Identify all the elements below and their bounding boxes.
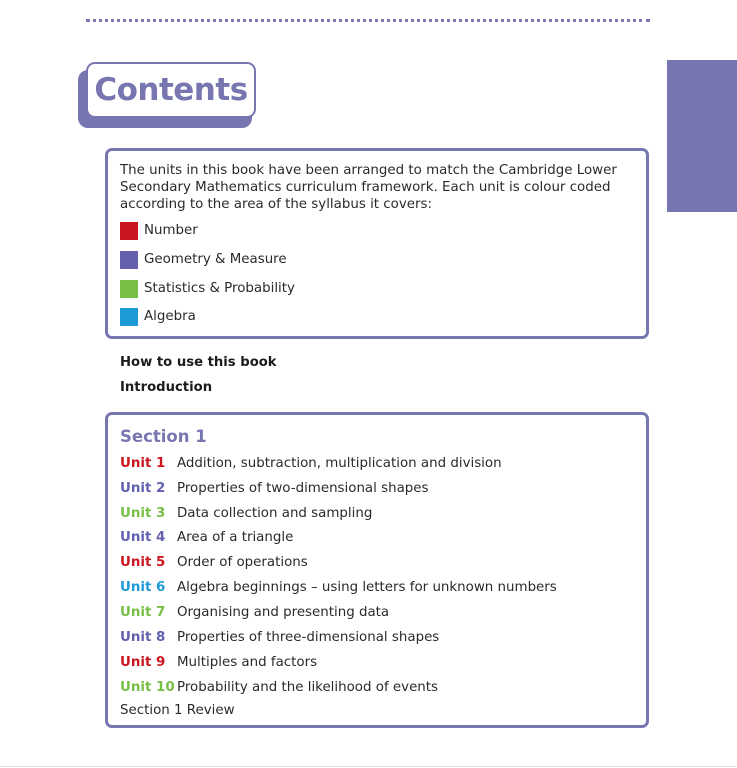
unit-title: Properties of three-dimensional shapes [177,630,440,645]
unit-row-1[interactable] [120,455,640,473]
legend-label: Algebra [144,309,196,324]
intro-text: The units in this book have been arranged to match the Cambridge Lower Secondary Mathematics curriculum framework. Each unit is colour coded according to the area of the syllabus it covers: [120,163,617,212]
unit-label: Unit 10 [120,680,175,695]
unit-label: Unit 8 [120,630,166,645]
unit-title: Probability and the likelihood of events [177,680,439,695]
unit-row-2[interactable] [120,480,640,498]
unit-title: Order of operations [177,555,308,570]
unit-row-6[interactable] [120,579,640,597]
legend-label: Statistics & Probability [144,281,295,296]
section-review[interactable]: Section 1 Review [120,703,235,718]
legend-swatch-geometry [120,251,138,269]
unit-row-7[interactable] [120,604,640,622]
legend-label: Number [144,223,198,238]
unit-row-8[interactable] [120,629,640,647]
unit-label: Unit 4 [120,530,166,545]
legend-swatch-algebra [120,308,138,326]
page-title: Contents [94,72,248,108]
unit-label: Unit 9 [120,655,166,670]
unit-row-4[interactable] [120,529,640,547]
unit-title: Area of a triangle [177,530,294,545]
link-introduction[interactable]: Introduction [120,380,213,395]
link-how-to-use[interactable]: How to use this book [120,355,277,370]
unit-label: Unit 6 [120,580,166,595]
unit-label: Unit 1 [120,456,166,471]
intro-panel [105,148,649,339]
unit-title: Addition, subtraction, multiplication and division [177,456,502,471]
unit-title: Algebra beginnings – using letters for unknown numbers [177,580,557,595]
section-1-panel [105,412,649,728]
unit-title: Multiples and factors [177,655,318,670]
unit-row-5[interactable] [120,554,640,572]
legend-swatch-statistics [120,280,138,298]
unit-label: Unit 2 [120,481,166,496]
unit-title: Organising and presenting data [177,605,390,620]
section-title[interactable]: Section 1 [120,427,207,446]
unit-row-10[interactable] [120,679,640,697]
top-dotted-rule [86,19,650,22]
unit-title: Properties of two-dimensional shapes [177,481,429,496]
bottom-divider [0,766,737,767]
legend-swatch-number [120,222,138,240]
unit-label: Unit 5 [120,555,166,570]
unit-label: Unit 7 [120,605,166,620]
unit-row-3[interactable] [120,505,640,523]
side-color-tab [667,60,737,212]
contents-heading-box [86,62,256,118]
unit-label: Unit 3 [120,506,166,521]
unit-row-9[interactable] [120,654,640,672]
legend-label: Geometry & Measure [144,252,287,267]
unit-title: Data collection and sampling [177,506,373,521]
